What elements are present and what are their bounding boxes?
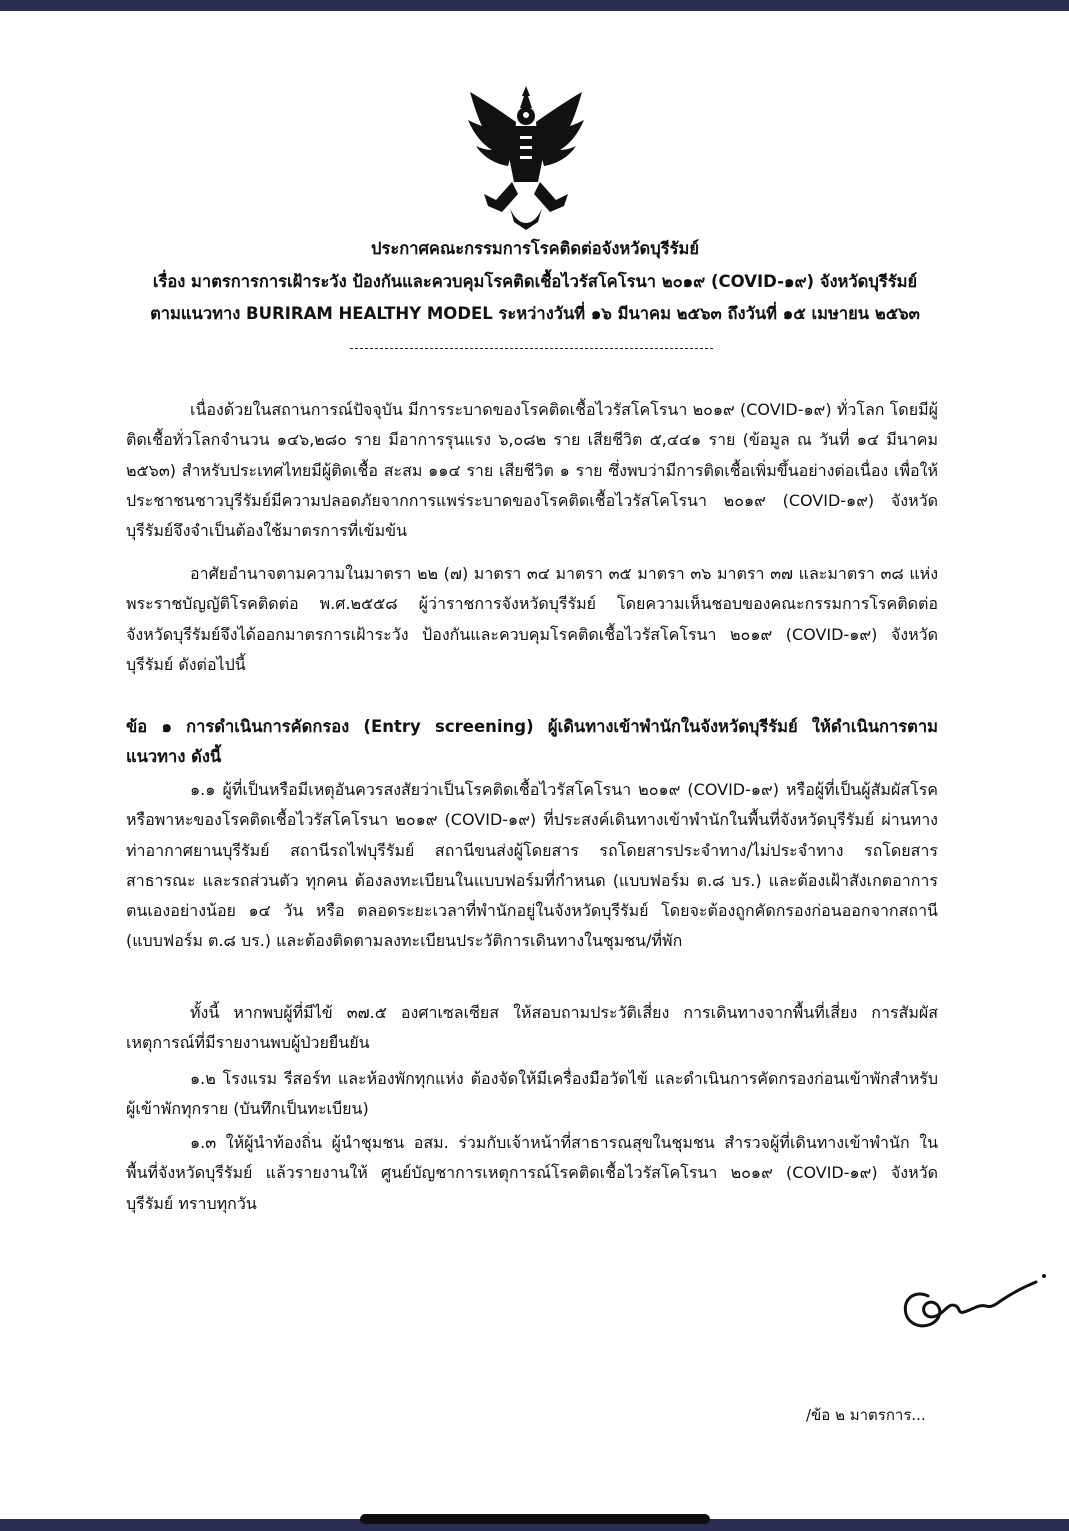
garuda-emblem-icon xyxy=(462,82,590,232)
clause-1-3-paragraph: ๑.๓ ให้ผู้นำท้องถิ่น ผู้นำชุมชน อสม. ร่วมกับเจ้าหน้าที่สาธารณสุขในชุมชน สำรวจผู้ที่เดินทางเข้าพำนัก ในพื้นที่จังหวัดบุรีรัมย์ แล้วรายงานให้ ศูนย์บัญชาการเหตุการณ์โรคติดเชื้อไวรัสโคโรนา ๒๐๑๙ (COVID-๑๙) จังหวัดบุรีรัมย์ ทราบทุกวัน xyxy=(126,1133,938,1213)
clause-1-2-paragraph: ๑.๒ โรงแรม รีสอร์ท และห้องพักทุกแห่ง ต้องจัดให้มีเครื่องมือวัดไข้ และดำเนินการคัดกรองก่อนเข้าพักสำหรับผู้เข้าพักทุกราย (บันทึกเป็นทะเบียน) xyxy=(126,1069,938,1119)
document-subtitle: ตามแนวทาง BURIRAM HEALTHY MODEL ระหว่างวันที่ ๑๖ มีนาคม ๒๕๖๓ ถึงวันที่ ๑๕ เมษายน ๒๕๖๓ xyxy=(150,304,920,323)
signature-mark xyxy=(896,1268,1056,1348)
home-indicator[interactable] xyxy=(360,1514,710,1524)
authority-paragraph: อาศัยอำนาจตามความในมาตรา ๒๒ (๗) มาตรา ๓๔ มาตรา ๓๕ มาตรา ๓๖ มาตรา ๓๗ และมาตรา ๓๘ แห่งพระราชบัญญัติโรคติดต่อ พ.ศ.๒๕๕๘ ผู้ว่าราชการจังหวัดบุรีรัมย์ โดยความเห็นชอบของคณะกรรมการโรคติดต่อ จังหวัดบุรีรัมย์จึงได้ออกมาตรการเฝ้าระวัง ป้องกันและควบคุมโรคติดเชื้อไวรัสโคโรนา ๒๐๑๙ (COVID-๑๙) จังหวัดบุรีรัมย์ ดังต่อไปนี้ xyxy=(126,564,938,674)
clause-1-heading: ข้อ ๑ การดำเนินการคัดกรอง (Entry screening) ผู้เดินทางเข้าพำนักในจังหวัดบุรีรัมย์ ให้ดำเนินการตามแนวทาง ดังนี้ xyxy=(126,717,938,767)
document-title: ประกาศคณะกรรมการโรคติดต่อจังหวัดบุรีรัมย์ xyxy=(371,239,699,258)
clause-1-1-paragraph: ๑.๑ ผู้ที่เป็นหรือมีเหตุอันควรสงสัยว่าเป็นโรคติดเชื้อไวรัสโคโรนา ๒๐๑๙ (COVID-๑๙) หรือผู้ที่เป็นผู้สัมผัสโรคหรือพาหะของโรคติดเชื้อไวรัสโคโรนา ๒๐๑๙ (COVID-๑๙) ที่ประสงค์เดินทางเข้าพำนักในพื้นที่จังหวัดบุรีรัมย์ ผ่านทางท่าอากาศยานบุรีรัมย์ สถานีรถไฟบุรีรัมย์ สถานีขนส่งผู้โดยสาร รถโดยสารประจำทาง/ไม่ประจำทาง รถโดยสารสาธารณะ และรถส่วนตัว ทุกคน ต้องลงทะเบียนในแบบฟอร์มที่กำหนด (แบบฟอร์ม ต.๘ บร.) และต้องเฝ้าสังเกตอาการตนเองอย่างน้อย ๑๔ วัน หรือ ตลอดระยะเวลาที่พำนักอยู่ในจังหวัดบุรีรัมย์ โดยจะต้องถูกคัดกรองก่อนออกจากสถานี (แบบฟอร์ม ต.๘ บร.) และต้องติดตามลงทะเบียนประวัติการเดินทางในชุมชน/ที่พัก xyxy=(126,780,938,951)
intro-paragraph: เนื่องด้วยในสถานการณ์ปัจจุบัน มีการระบาดของโรคติดเชื้อไวรัสโคโรนา ๒๐๑๙ (COVID-๑๙) ทั่วโลก โดยมีผู้ติดเชื้อทั่วโลกจำนวน ๑๔๖,๒๘๐ ราย มีอาการรุนแรง ๖,๐๘๒ ราย เสียชีวิต ๕,๔๔๑ ราย (ข้อมูล ณ วันที่ ๑๔ มีนาคม ๒๕๖๓) สำหรับประเทศไทยมีผู้ติดเชื้อ สะสม ๑๑๔ ราย เสียชีวิต ๑ ราย ซึ่งพบว่ามีการติดเชื้อเพิ่มขึ้นอย่างต่อเนื่อง เพื่อให้ประชาชนชาวบุรีรัมย์มีความปลอดภัยจากการแพร่ระบาดของโรคติดเชื้อไวรัสโคโรนา ๒๐๑๙ (COVID-๑๙) จังหวัดบุรีรัมย์จึงจำเป็นต้องใช้มาตรการที่เข้มข้น xyxy=(126,400,938,541)
document-subject: เรื่อง มาตรการการเฝ้าระวัง ป้องกันและควบคุมโรคติดเชื้อไวรัสโคโรนา ๒๐๑๙ (COVID-๑๙) จังหวัดบุรีรัมย์ xyxy=(152,272,918,291)
continuation-note: /ข้อ ๒ มาตรการ... xyxy=(806,1406,926,1424)
top-frame-bar xyxy=(0,0,1069,11)
title-separator xyxy=(350,348,713,349)
clause-1-1-note: ทั้งนี้ หากพบผู้ที่มีไข้ ๓๗.๕ องศาเซลเซียส ให้สอบถามประวัติเสี่ยง การเดินทางจากพื้นที่เสี่ยง การสัมผัสเหตุการณ์ที่มีรายงานพบผู้ป่วยยืนยัน xyxy=(126,1003,938,1053)
